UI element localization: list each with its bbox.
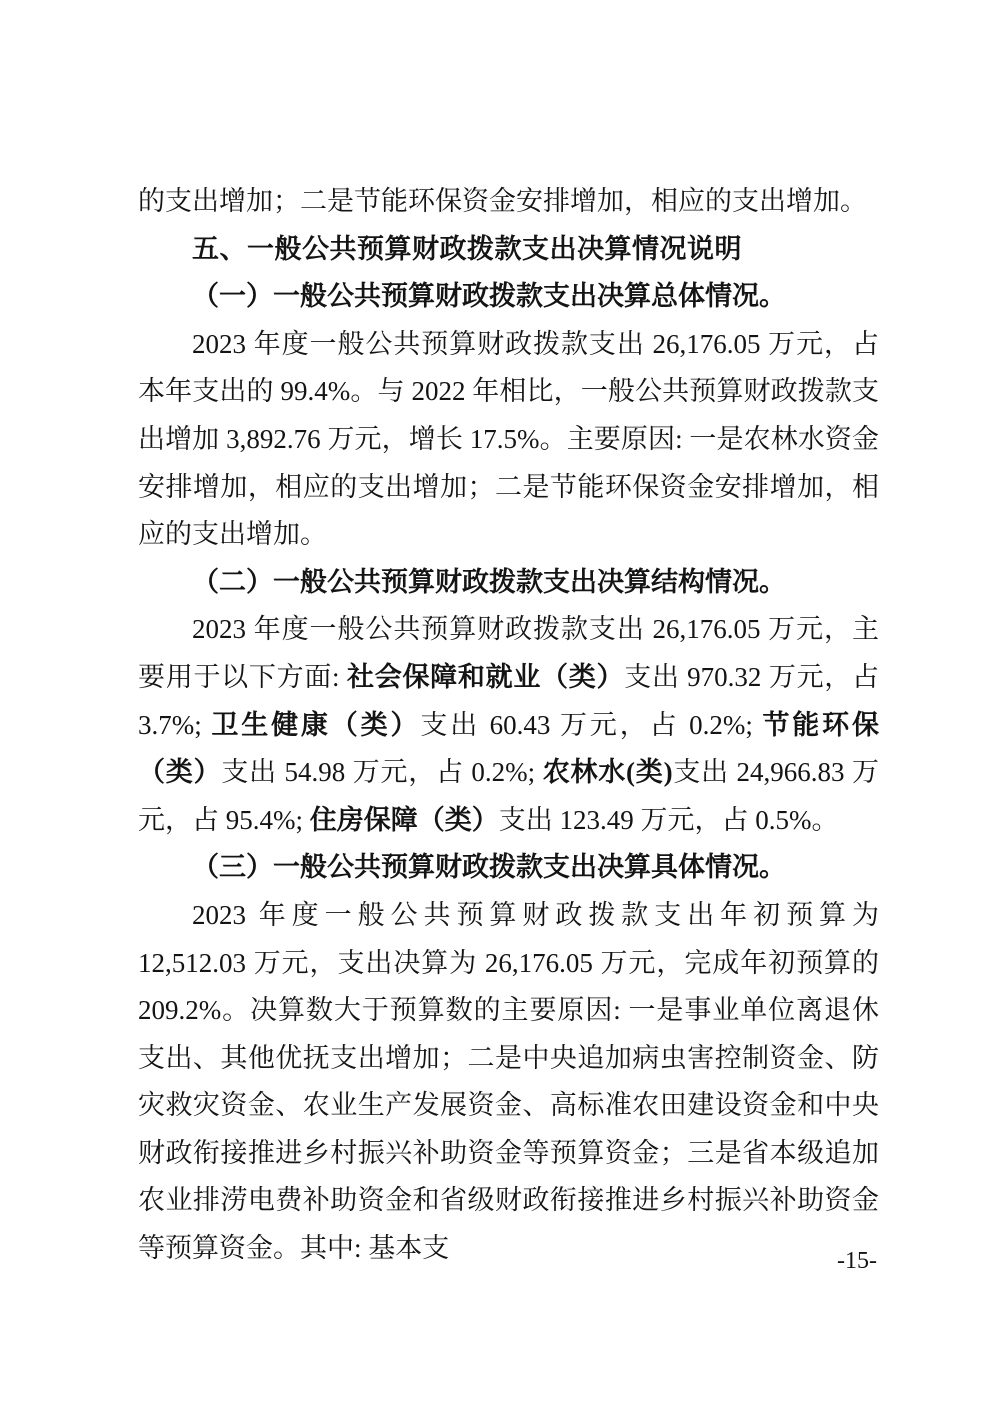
document-content bbox=[138, 178, 879, 1273]
section-heading-5 bbox=[138, 226, 879, 274]
emphasis-text: 住房保障（类） bbox=[309, 804, 499, 835]
paragraph-structure-situation bbox=[138, 606, 879, 844]
emphasis-text: 农林水(类) bbox=[542, 757, 673, 788]
paragraph-specific-situation bbox=[138, 892, 879, 1273]
subsection-heading-2 bbox=[138, 559, 879, 607]
paragraph-continued-from-previous-page bbox=[138, 178, 879, 226]
emphasis-text: 卫生健康（类） bbox=[211, 709, 421, 740]
text-segment: 2023 年度一般公共预算财政拨款支出年初预算为 12,512.03 万元，支出决算为 26,176.05 万元，完成年初预算的 209.2%。决算数大于预算数的主要原因: 一是事业单位离退休支出、其他优抚支出增加；二是中央追加病虫害控制资金、防灾救灾资金、农业生产发展资金、高标准农田建设资金和中央财政衔接推进乡村振兴补助资金等预算资金；三是省本级追加农业排涝电费补助资金和省级财政衔接推进乡村振兴补助资金等预算资金。其中: 基本支 bbox=[138, 899, 879, 1264]
text-segment: 支出 123.49 万元，占 0.5%。 bbox=[498, 804, 839, 835]
emphasis-text: （三）一般公共预算财政拨款支出决算具体情况。 bbox=[192, 852, 786, 883]
text-segment: 2023 年度一般公共预算财政拨款支出 26,176.05 万元，主要用于以下方面: bbox=[138, 614, 879, 692]
emphasis-text: （二）一般公共预算财政拨款支出决算结构情况。 bbox=[192, 566, 786, 597]
page-number: -15- bbox=[837, 1248, 877, 1274]
emphasis-text: （一）一般公共预算财政拨款支出决算总体情况。 bbox=[192, 281, 786, 312]
emphasis-text: 社会保障和就业（类） bbox=[347, 661, 625, 692]
text-segment: 支出 24,966.83 万元，占 95.4%; bbox=[138, 757, 880, 835]
text-segment: 支出 60.43 万元，占 0.2%; bbox=[420, 709, 763, 740]
text-segment: 2023 年度一般公共预算财政拨款支出 26,176.05 万元，占本年支出的 99.4%。与 2022 年相比，一般公共预算财政拨款支出增加 3,892.76 万元，增长 17.5%。主要原因: 一是农林水资金安排增加，相应的支出增加；二是节能环保资金安排增加，相应的支出增加。 bbox=[138, 328, 879, 550]
subsection-heading-3 bbox=[138, 844, 879, 892]
text-segment: 支出 54.98 万元，占 0.2%; bbox=[221, 757, 543, 788]
emphasis-text: 节能环保（类） bbox=[138, 709, 880, 788]
emphasis-text: 五、一般公共预算财政拨款支出决算情况说明 bbox=[192, 233, 742, 264]
text-segment: 支出 970.32 万元，占 3.7%; bbox=[138, 661, 880, 740]
paragraph-overall-situation bbox=[138, 321, 879, 559]
subsection-heading-1 bbox=[138, 273, 879, 321]
text-segment: 的支出增加；二是节能环保资金安排增加，相应的支出增加。 bbox=[138, 186, 867, 216]
